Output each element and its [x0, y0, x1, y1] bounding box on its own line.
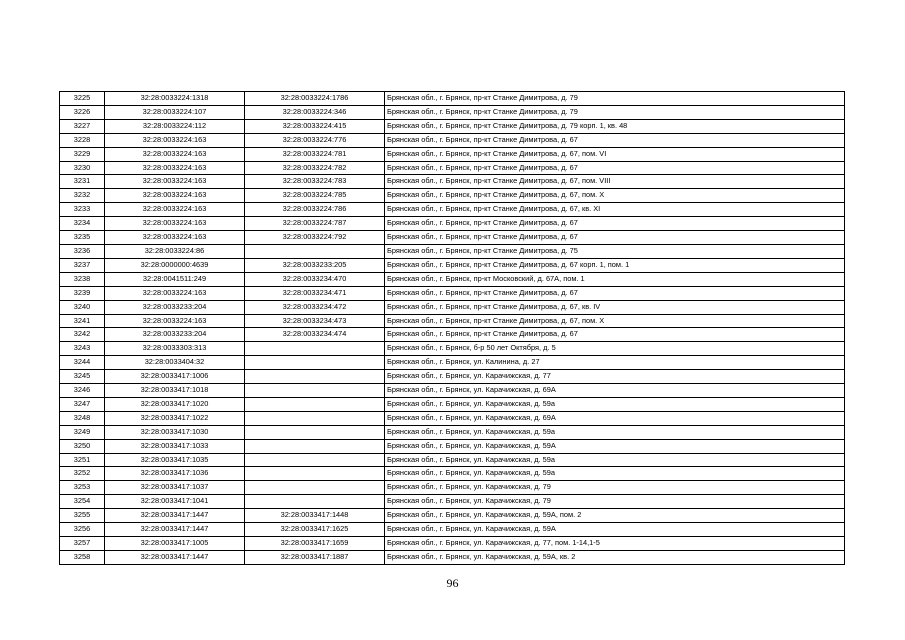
- cadastral-number-cell: 32:28:0033303:313: [105, 342, 245, 356]
- table-row: [60, 258, 845, 272]
- row-number-cell: 3254: [60, 495, 105, 509]
- table-row: [60, 286, 845, 300]
- row-number-cell: 3248: [60, 411, 105, 425]
- row-number-cell: 3239: [60, 286, 105, 300]
- row-number-cell: 3249: [60, 425, 105, 439]
- address-cell: Брянская обл., г. Брянск, ул. Карачижская, д. 59а: [385, 467, 845, 481]
- table-row: [60, 300, 845, 314]
- table-row: [60, 328, 845, 342]
- cadastral-number-cell: 32:28:0033417:1030: [105, 425, 245, 439]
- cadastral-number-cell: 32:28:0033233:204: [105, 300, 245, 314]
- table-row: [60, 175, 845, 189]
- row-number-cell: 3256: [60, 523, 105, 537]
- related-cadastral-number-cell: 32:28:0033417:1625: [245, 523, 385, 537]
- row-number-cell: 3246: [60, 384, 105, 398]
- related-cadastral-number-cell: 32:28:0033224:787: [245, 217, 385, 231]
- table-row: [60, 537, 845, 551]
- address-cell: Брянская обл., г. Брянск, ул. Карачижская, д. 59А, кв. 2: [385, 550, 845, 564]
- table-row: [60, 370, 845, 384]
- table-row: [60, 523, 845, 537]
- cadastral-number-cell: 32:28:0033224:107: [105, 105, 245, 119]
- address-cell: Брянская обл., г. Брянск, ул. Карачижская, д. 79: [385, 481, 845, 495]
- related-cadastral-number-cell: 32:28:0033224:785: [245, 189, 385, 203]
- related-cadastral-number-cell: 32:28:0033224:415: [245, 119, 385, 133]
- table-row: [60, 439, 845, 453]
- related-cadastral-number-cell: 32:28:0033417:1659: [245, 537, 385, 551]
- row-number-cell: 3251: [60, 453, 105, 467]
- table-row: [60, 189, 845, 203]
- address-cell: Брянская обл., г. Брянск, ул. Карачижская, д. 77: [385, 370, 845, 384]
- row-number-cell: 3237: [60, 258, 105, 272]
- address-cell: Брянская обл., г. Брянск, пр-кт Станке Димитрова, д. 67, кв. IV: [385, 300, 845, 314]
- address-cell: Брянская обл., г. Брянск, ул. Карачижская, д. 59а: [385, 397, 845, 411]
- address-cell: Брянская обл., г. Брянск, ул. Карачижская, д. 79: [385, 495, 845, 509]
- row-number-cell: 3236: [60, 244, 105, 258]
- table-row: [60, 161, 845, 175]
- table-row: [60, 509, 845, 523]
- cadastral-number-cell: 32:28:0033417:1006: [105, 370, 245, 384]
- table-row: [60, 244, 845, 258]
- address-cell: Брянская обл., г. Брянск, пр-кт Станке Димитрова, д. 75: [385, 244, 845, 258]
- row-number-cell: 3231: [60, 175, 105, 189]
- address-cell: Брянская обл., г. Брянск, б-р 50 лет Октября, д. 5: [385, 342, 845, 356]
- related-cadastral-number-cell: 32:28:0033234:472: [245, 300, 385, 314]
- address-cell: Брянская обл., г. Брянск, пр-кт Станке Димитрова, д. 67: [385, 231, 845, 245]
- related-cadastral-number-cell: [245, 397, 385, 411]
- cadastral-number-cell: 32:28:0033224:163: [105, 203, 245, 217]
- related-cadastral-number-cell: [245, 370, 385, 384]
- cadastral-number-cell: 32:28:0033224:163: [105, 189, 245, 203]
- row-number-cell: 3255: [60, 509, 105, 523]
- row-number-cell: 3240: [60, 300, 105, 314]
- cadastral-number-cell: 32:28:0033224:163: [105, 147, 245, 161]
- table-row: [60, 342, 845, 356]
- row-number-cell: 3247: [60, 397, 105, 411]
- address-cell: Брянская обл., г. Брянск, пр-кт Станке Димитрова, д. 79: [385, 105, 845, 119]
- address-cell: Брянская обл., г. Брянск, ул. Карачижская, д. 69А: [385, 411, 845, 425]
- table-row: [60, 105, 845, 119]
- address-cell: Брянская обл., г. Брянск, пр-кт Станке Димитрова, д. 67: [385, 286, 845, 300]
- row-number-cell: 3227: [60, 119, 105, 133]
- related-cadastral-number-cell: [245, 342, 385, 356]
- related-cadastral-number-cell: [245, 411, 385, 425]
- related-cadastral-number-cell: [245, 453, 385, 467]
- cadastral-number-cell: 32:28:0041511:249: [105, 272, 245, 286]
- address-cell: Брянская обл., г. Брянск, ул. Карачижская, д. 77, пом. 1-14,1-5: [385, 537, 845, 551]
- related-cadastral-number-cell: 32:28:0033224:786: [245, 203, 385, 217]
- cadastral-number-cell: 32:28:0033417:1447: [105, 550, 245, 564]
- row-number-cell: 3250: [60, 439, 105, 453]
- address-cell: Брянская обл., г. Брянск, ул. Карачижская, д. 59А: [385, 439, 845, 453]
- cadastral-number-cell: 32:28:0033224:112: [105, 119, 245, 133]
- row-number-cell: 3238: [60, 272, 105, 286]
- related-cadastral-number-cell: 32:28:0033234:471: [245, 286, 385, 300]
- table-row: [60, 453, 845, 467]
- table-row: [60, 425, 845, 439]
- related-cadastral-number-cell: 32:28:0033224:792: [245, 231, 385, 245]
- row-number-cell: 3226: [60, 105, 105, 119]
- table-row: [60, 495, 845, 509]
- related-cadastral-number-cell: [245, 384, 385, 398]
- cadastral-number-cell: 32:28:0033417:1447: [105, 523, 245, 537]
- related-cadastral-number-cell: 32:28:0033224:781: [245, 147, 385, 161]
- row-number-cell: 3229: [60, 147, 105, 161]
- page-number: 96: [446, 576, 459, 590]
- related-cadastral-number-cell: 32:28:0033224:782: [245, 161, 385, 175]
- row-number-cell: 3243: [60, 342, 105, 356]
- table-row: [60, 314, 845, 328]
- table-row: [60, 384, 845, 398]
- row-number-cell: 3257: [60, 537, 105, 551]
- table-row: [60, 397, 845, 411]
- related-cadastral-number-cell: 32:28:0033417:1887: [245, 550, 385, 564]
- cadastral-number-cell: 32:28:0033224:163: [105, 231, 245, 245]
- table-row: [60, 356, 845, 370]
- related-cadastral-number-cell: [245, 356, 385, 370]
- address-cell: Брянская обл., г. Брянск, ул. Карачижская, д. 59а: [385, 453, 845, 467]
- cadastral-table: [59, 91, 845, 565]
- related-cadastral-number-cell: [245, 425, 385, 439]
- address-cell: Брянская обл., г. Брянск, пр-кт Станке Димитрова, д. 67, кв. XI: [385, 203, 845, 217]
- address-cell: Брянская обл., г. Брянск, пр-кт Станке Димитрова, д. 67 корп. 1, пом. 1: [385, 258, 845, 272]
- cadastral-number-cell: 32:28:0033233:204: [105, 328, 245, 342]
- related-cadastral-number-cell: [245, 495, 385, 509]
- row-number-cell: 3241: [60, 314, 105, 328]
- cadastral-number-cell: 32:28:0033224:163: [105, 161, 245, 175]
- related-cadastral-number-cell: [245, 439, 385, 453]
- table-row: [60, 481, 845, 495]
- related-cadastral-number-cell: 32:28:0033234:473: [245, 314, 385, 328]
- row-number-cell: 3228: [60, 133, 105, 147]
- address-cell: Брянская обл., г. Брянск, пр-кт Станке Димитрова, д. 67, пом. VIII: [385, 175, 845, 189]
- table-row: [60, 203, 845, 217]
- table-row: [60, 92, 845, 106]
- table-row: [60, 217, 845, 231]
- address-cell: Брянская обл., г. Брянск, пр-кт Станке Димитрова, д. 79: [385, 92, 845, 106]
- cadastral-number-cell: 32:28:0033417:1041: [105, 495, 245, 509]
- address-cell: Брянская обл., г. Брянск, ул. Карачижская, д. 59А, пом. 2: [385, 509, 845, 523]
- row-number-cell: 3230: [60, 161, 105, 175]
- row-number-cell: 3242: [60, 328, 105, 342]
- cadastral-number-cell: 32:28:0033417:1037: [105, 481, 245, 495]
- cadastral-number-cell: 32:28:0033224:163: [105, 314, 245, 328]
- cadastral-number-cell: 32:28:0033417:1035: [105, 453, 245, 467]
- cadastral-number-cell: 32:28:0033417:1005: [105, 537, 245, 551]
- row-number-cell: 3252: [60, 467, 105, 481]
- cadastral-number-cell: 32:28:0033417:1036: [105, 467, 245, 481]
- table-body: [60, 92, 845, 565]
- cadastral-number-cell: 32:28:0000000:4639: [105, 258, 245, 272]
- row-number-cell: 3234: [60, 217, 105, 231]
- row-number-cell: 3235: [60, 231, 105, 245]
- row-number-cell: 3233: [60, 203, 105, 217]
- related-cadastral-number-cell: 32:28:0033224:776: [245, 133, 385, 147]
- row-number-cell: 3245: [60, 370, 105, 384]
- row-number-cell: 3258: [60, 550, 105, 564]
- cadastral-number-cell: 32:28:0033224:163: [105, 133, 245, 147]
- address-cell: Брянская обл., г. Брянск, ул. Карачижская, д. 59А: [385, 523, 845, 537]
- related-cadastral-number-cell: [245, 244, 385, 258]
- row-number-cell: 3225: [60, 92, 105, 106]
- table-row: [60, 147, 845, 161]
- address-cell: Брянская обл., г. Брянск, пр-кт Станке Димитрова, д. 67: [385, 217, 845, 231]
- cadastral-number-cell: 32:28:0033417:1022: [105, 411, 245, 425]
- cadastral-number-cell: 32:28:0033417:1447: [105, 509, 245, 523]
- cadastral-number-cell: 32:28:0033224:163: [105, 286, 245, 300]
- row-number-cell: 3232: [60, 189, 105, 203]
- cadastral-number-cell: 32:28:0033417:1018: [105, 384, 245, 398]
- address-cell: Брянская обл., г. Брянск, пр-кт Станке Димитрова, д. 67, пом. VI: [385, 147, 845, 161]
- related-cadastral-number-cell: 32:28:0033224:346: [245, 105, 385, 119]
- cadastral-number-cell: 32:28:0033417:1020: [105, 397, 245, 411]
- table-row: [60, 133, 845, 147]
- address-cell: Брянская обл., г. Брянск, ул. Карачижская, д. 69А: [385, 384, 845, 398]
- cadastral-number-cell: 32:28:0033224:163: [105, 217, 245, 231]
- table-row: [60, 467, 845, 481]
- table-row: [60, 411, 845, 425]
- related-cadastral-number-cell: [245, 481, 385, 495]
- table-row: [60, 272, 845, 286]
- cadastral-number-cell: 32:28:0033224:1318: [105, 92, 245, 106]
- related-cadastral-number-cell: [245, 467, 385, 481]
- address-cell: Брянская обл., г. Брянск, пр-кт Станке Димитрова, д. 79 корп. 1, кв. 48: [385, 119, 845, 133]
- cadastral-number-cell: 32:28:0033404:32: [105, 356, 245, 370]
- related-cadastral-number-cell: 32:28:0033234:474: [245, 328, 385, 342]
- row-number-cell: 3244: [60, 356, 105, 370]
- related-cadastral-number-cell: 32:28:0033234:470: [245, 272, 385, 286]
- address-cell: Брянская обл., г. Брянск, пр-кт Станке Димитрова, д. 67: [385, 328, 845, 342]
- address-cell: Брянская обл., г. Брянск, пр-кт Станке Димитрова, д. 67: [385, 161, 845, 175]
- address-cell: Брянская обл., г. Брянск, ул. Карачижская, д. 59а: [385, 425, 845, 439]
- cadastral-number-cell: 32:28:0033224:86: [105, 244, 245, 258]
- cadastral-number-cell: 32:28:0033417:1033: [105, 439, 245, 453]
- address-cell: Брянская обл., г. Брянск, пр-кт Станке Димитрова, д. 67, пом. X: [385, 189, 845, 203]
- cadastral-number-cell: 32:28:0033224:163: [105, 175, 245, 189]
- address-cell: Брянская обл., г. Брянск, пр-кт Станке Димитрова, д. 67: [385, 133, 845, 147]
- related-cadastral-number-cell: 32:28:0033224:1786: [245, 92, 385, 106]
- address-cell: Брянская обл., г. Брянск, пр-кт Московский, д. 67А, пом. 1: [385, 272, 845, 286]
- table-row: [60, 119, 845, 133]
- related-cadastral-number-cell: 32:28:0033233:205: [245, 258, 385, 272]
- address-cell: Брянская обл., г. Брянск, пр-кт Станке Димитрова, д. 67, пом. X: [385, 314, 845, 328]
- row-number-cell: 3253: [60, 481, 105, 495]
- address-cell: Брянская обл., г. Брянск, ул. Калинина, д. 27: [385, 356, 845, 370]
- table-row: [60, 550, 845, 564]
- table-row: [60, 231, 845, 245]
- related-cadastral-number-cell: 32:28:0033417:1448: [245, 509, 385, 523]
- related-cadastral-number-cell: 32:28:0033224:783: [245, 175, 385, 189]
